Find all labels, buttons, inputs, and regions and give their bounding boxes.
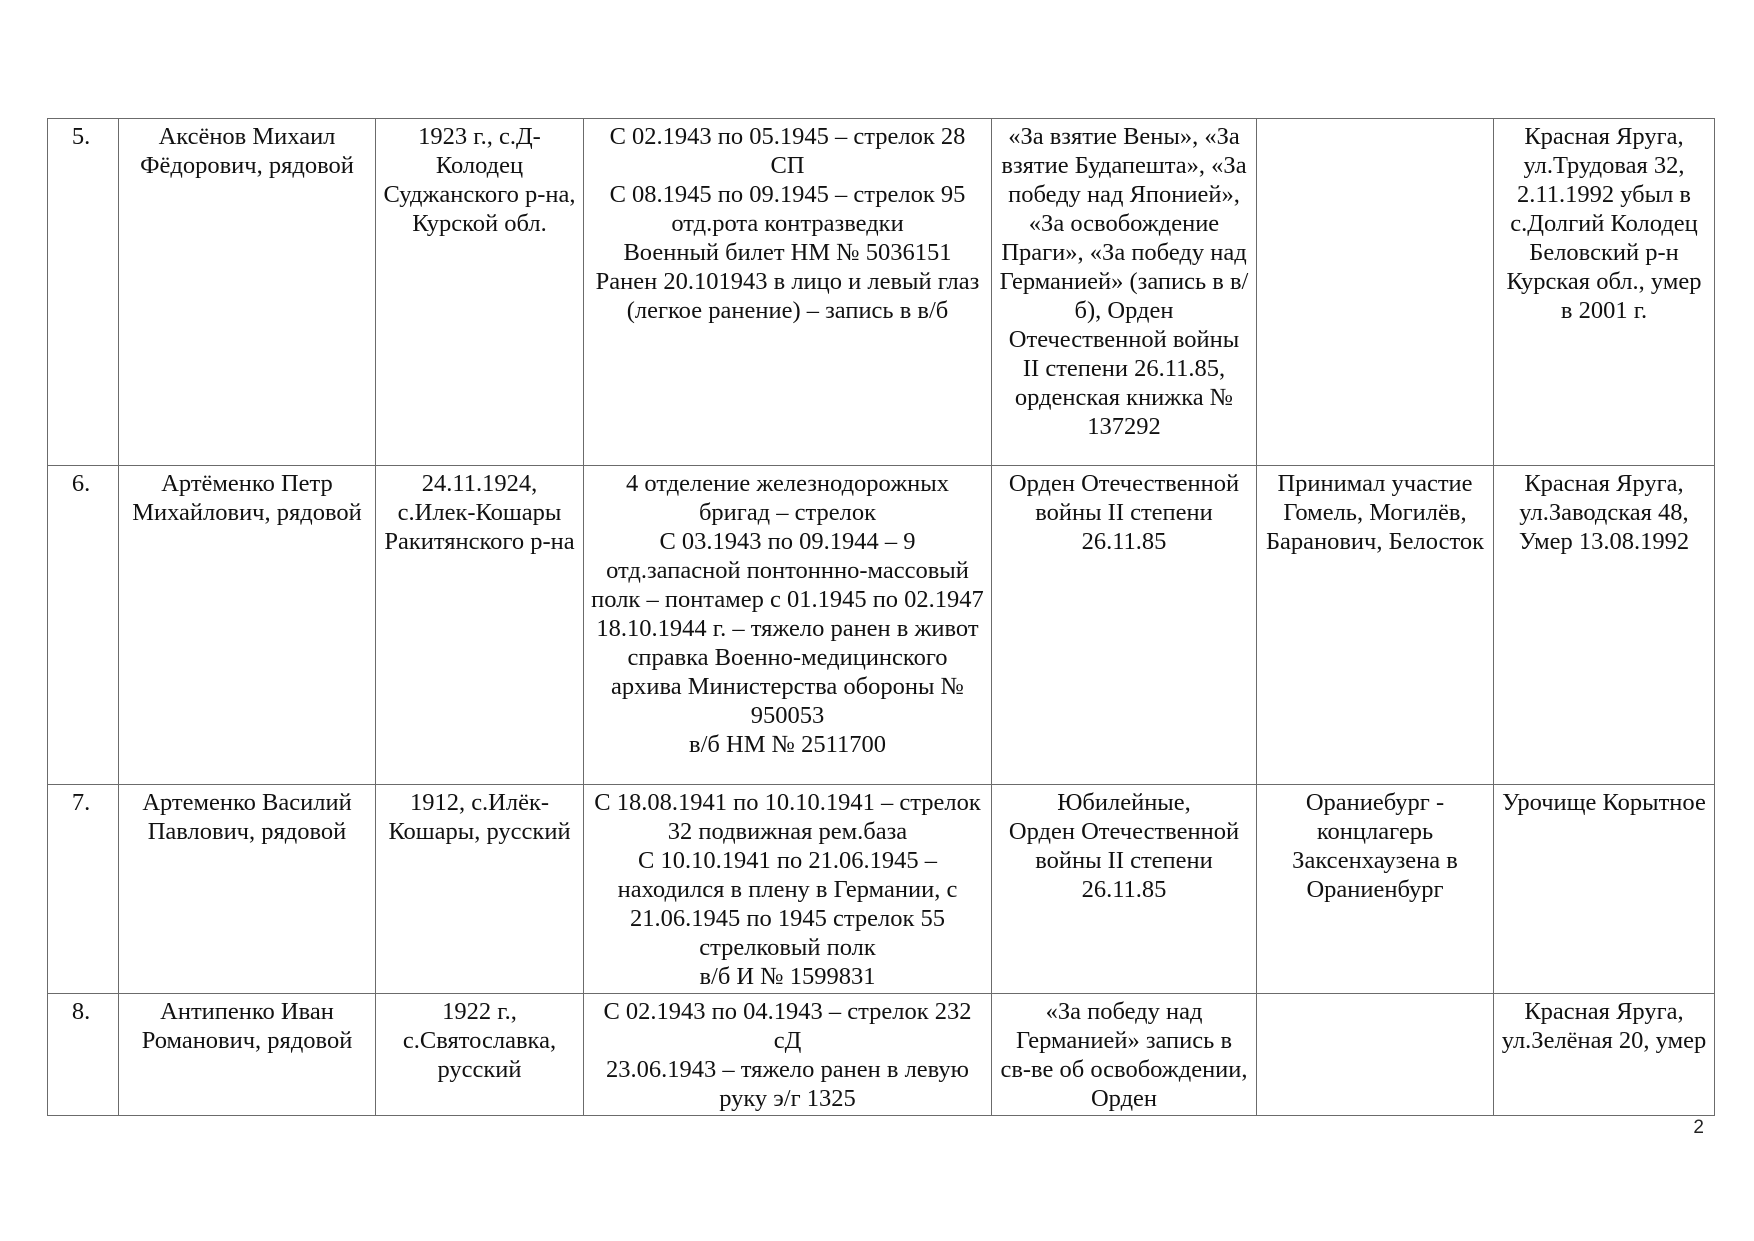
service-cell: С 18.08.1941 по 10.10.1941 – стрелок 32 подвижная рем.база С 10.10.1941 по 21.06.1945 – находился в плену в Германии, с 21.06.1945 по 1945 стрелок 55 стрелковый полк в/б И № 1599831	[584, 785, 992, 994]
notes-cell: Ораниебург - концлагерь Заксенхаузена в Ораниенбург	[1257, 785, 1494, 994]
notes-cell: Принимал участие Гомель, Могилёв, Баранович, Белосток	[1257, 466, 1494, 785]
row-number: 8.	[48, 994, 119, 1116]
row-number: 6.	[48, 466, 119, 785]
service-cell: С 02.1943 по 04.1943 – стрелок 232 сД 23.06.1943 – тяжело ранен в левую руку э/г 1325	[584, 994, 992, 1116]
fate-cell: Красная Яруга, ул.Трудовая 32, 2.11.1992 убыл в с.Долгий Колодец Беловский р-н Курская обл., умер в 2001 г.	[1494, 119, 1715, 466]
table-row	[48, 994, 1715, 1116]
awards-cell: Юбилейные, Орден Отечественной войны II степени 26.11.85	[992, 785, 1257, 994]
person-name-cell: Аксёнов Михаил Фёдорович, рядовой	[119, 119, 376, 466]
fate-cell: Красная Яруга, ул.Зелёная 20, умер	[1494, 994, 1715, 1116]
birth-cell: 24.11.1924, с.Илек-Кошары Ракитянского р-на	[376, 466, 584, 785]
notes-cell	[1257, 994, 1494, 1116]
person-name-cell: Антипенко Иван Романович, рядовой	[119, 994, 376, 1116]
fate-cell: Урочище Корытное	[1494, 785, 1715, 994]
service-cell: 4 отделение железнодорожных бригад – стрелок С 03.1943 по 09.1944 – 9 отд.запасной понтоннно-массовый полк – понтамер с 01.1945 по 02.1947 18.10.1944 г. – тяжело ранен в живот справка Военно-медицинского архива Министерства обороны № 950053 в/б НМ № 2511700	[584, 466, 992, 785]
notes-cell	[1257, 119, 1494, 466]
table-row	[48, 785, 1715, 994]
table-row	[48, 466, 1715, 785]
row-number: 5.	[48, 119, 119, 466]
page-number: 2	[1693, 1117, 1704, 1138]
veterans-table	[47, 118, 1715, 1116]
birth-cell: 1922 г., с.Святославка, русский	[376, 994, 584, 1116]
awards-cell: Орден Отечественной войны II степени 26.11.85	[992, 466, 1257, 785]
awards-cell: «За победу над Германией» запись в св-ве об освобождении, Орден	[992, 994, 1257, 1116]
fate-cell: Красная Яруга, ул.Заводская 48, Умер 13.08.1992	[1494, 466, 1715, 785]
table-row	[48, 119, 1715, 466]
birth-cell: 1923 г., с.Д-Колодец Суджанского р-на, Курской обл.	[376, 119, 584, 466]
service-cell: С 02.1943 по 05.1945 – стрелок 28 СП С 08.1945 по 09.1945 – стрелок 95 отд.рота контразведки Военный билет НМ № 5036151 Ранен 20.101943 в лицо и левый глаз (легкое ранение) – запись в в/б	[584, 119, 992, 466]
awards-cell: «За взятие Вены», «За взятие Будапешта», «За победу над Японией», «За освобождение Праги», «За победу над Германией» (запись в в/б), Орден Отечественной войны II степени 26.11.85, орденская книжка № 137292	[992, 119, 1257, 466]
row-number: 7.	[48, 785, 119, 994]
birth-cell: 1912, с.Илёк-Кошары, русский	[376, 785, 584, 994]
person-name-cell: Артеменко Василий Павлович, рядовой	[119, 785, 376, 994]
person-name-cell: Артёменко Петр Михайлович, рядовой	[119, 466, 376, 785]
